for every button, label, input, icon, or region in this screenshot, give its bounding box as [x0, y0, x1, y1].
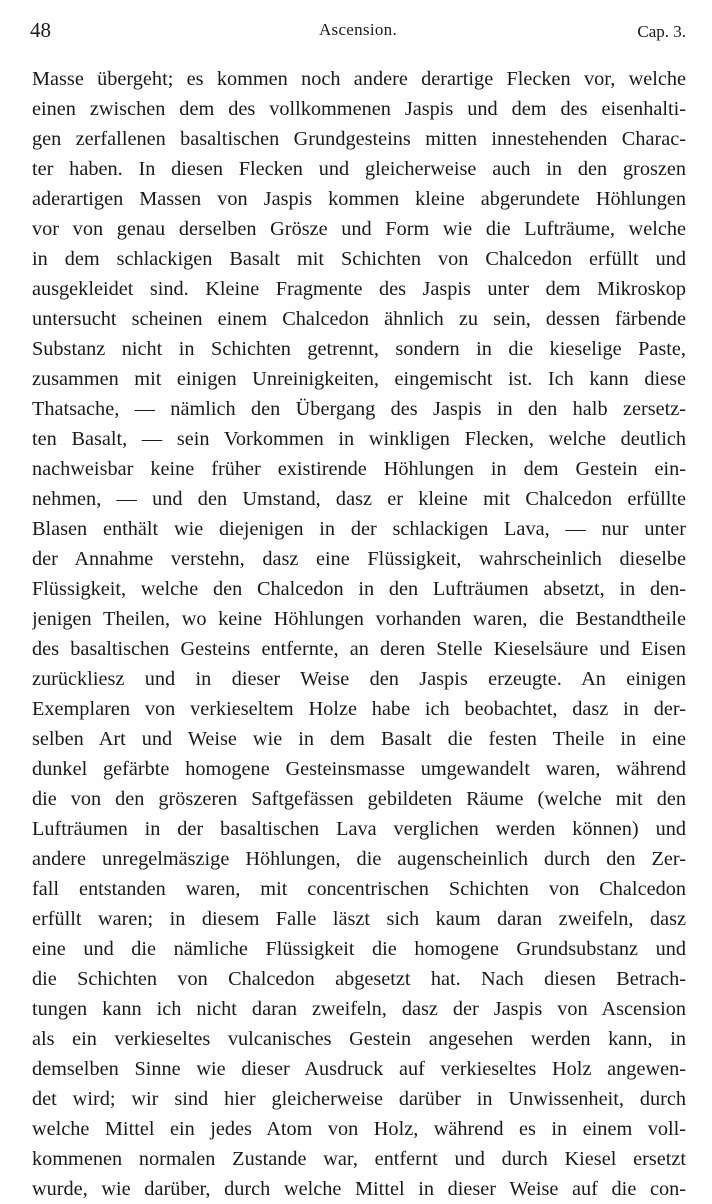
text-line: Thatsache, — nämlich den Übergang des Jaspis in den halb zersetz- — [32, 398, 686, 420]
text-line: wurde, wie darüber, durch welche Mittel in dieser Weise auf die con- — [32, 1178, 686, 1200]
text-line: selben Art und Weise wie in dem Basalt die festen Theile in eine — [32, 728, 686, 750]
text-line: ausgekleidet sind. Kleine Fragmente des Jaspis unter dem Mikroskop — [32, 278, 686, 300]
text-line: Lufträumen in der basaltischen Lava verglichen werden können) und — [32, 818, 686, 840]
text-line: dunkel gefärbte homogene Gesteinsmasse umgewandelt waren, während — [32, 758, 686, 780]
text-line: nehmen, — und den Umstand, dasz er kleine mit Chalcedon erfüllte — [32, 488, 686, 510]
text-line: Exemplaren von verkieseltem Holze habe ich beobachtet, dasz in der- — [32, 698, 686, 720]
text-line: die Schichten von Chalcedon abgesetzt hat. Nach diesen Betrach- — [32, 968, 686, 990]
text-line: die von den gröszeren Saftgefässen gebildeten Räume (welche mit den — [32, 788, 686, 810]
text-line: gen zerfallenen basaltischen Grundgesteins mitten innestehenden Charac- — [32, 128, 686, 150]
text-line: aderartigen Massen von Jaspis kommen kleine abgerundete Höhlungen — [32, 188, 686, 210]
text-line: Masse übergeht; es kommen noch andere derartige Flecken vor, welche — [32, 68, 686, 90]
text-line: Flüssigkeit, welche den Chalcedon in den Lufträumen absetzt, in den- — [32, 578, 686, 600]
text-line: tungen kann ich nicht daran zweifeln, dasz der Jaspis von Ascension — [32, 998, 686, 1020]
text-line: fall entstanden waren, mit concentrischen Schichten von Chalcedon — [32, 878, 686, 900]
text-line: einen zwischen dem des vollkommenen Jaspis und dem des eisenhalti- — [32, 98, 686, 120]
body-text — [32, 64, 686, 1204]
text-line: zurückliesz und in dieser Weise den Jaspis erzeugte. An einigen — [32, 668, 686, 690]
running-title: Ascension. — [318, 20, 398, 39]
text-line: demselben Sinne wie dieser Ausdruck auf verkieseltes Holz angewen- — [32, 1058, 686, 1080]
text-line: Substanz nicht in Schichten getrennt, sondern in die kieselige Paste, — [32, 338, 686, 360]
text-line: welche Mittel ein jedes Atom von Holz, während es in einem voll- — [32, 1118, 686, 1140]
text-line: vor von genau derselben Grösze und Form wie die Lufträume, welche — [32, 218, 686, 240]
text-line: zusammen mit einigen Unreinigkeiten, eingemischt ist. Ich kann diese — [32, 368, 686, 390]
text-line: eine und die nämliche Flüssigkeit die homogene Grundsubstanz und — [32, 938, 686, 960]
page-number: 48 — [30, 18, 51, 42]
text-line: Blasen enthält wie diejenigen in der schlackigen Lava, — nur unter — [32, 518, 686, 540]
text-line: ten Basalt, — sein Vorkommen in winkligen Flecken, welche deutlich — [32, 428, 686, 450]
text-line: des basaltischen Gesteins entfernte, an deren Stelle Kieselsäure und Eisen — [32, 638, 686, 660]
text-line: det wird; wir sind hier gleicherweise darüber in Unwissenheit, durch — [32, 1088, 686, 1110]
page-header — [30, 14, 686, 44]
text-line: erfüllt waren; in diesem Falle läszt sich kaum daran zweifeln, dasz — [32, 908, 686, 930]
text-line: als ein verkieseltes vulcanisches Gestein angesehen werden kann, in — [32, 1028, 686, 1050]
text-line: der Annahme verstehn, dasz eine Flüssigkeit, wahrscheinlich dieselbe — [32, 548, 686, 570]
text-line: ter haben. In diesen Flecken und gleicherweise auch in den groszen — [32, 158, 686, 180]
text-line: untersucht scheinen einem Chalcedon ähnlich zu sein, dessen färbende — [32, 308, 686, 330]
text-line: andere unregelmäszige Höhlungen, die augenscheinlich durch den Zer- — [32, 848, 686, 870]
text-line: jenigen Theilen, wo keine Höhlungen vorhanden waren, die Bestandtheile — [32, 608, 686, 630]
text-line: in dem schlackigen Basalt mit Schichten von Chalcedon erfüllt und — [32, 248, 686, 270]
text-line: nachweisbar keine früher existirende Höhlungen in dem Gestein ein- — [32, 458, 686, 480]
text-line: kommenen normalen Zustande war, entfernt und durch Kiesel ersetzt — [32, 1148, 686, 1170]
chapter-label: Cap. 3. — [637, 22, 686, 41]
